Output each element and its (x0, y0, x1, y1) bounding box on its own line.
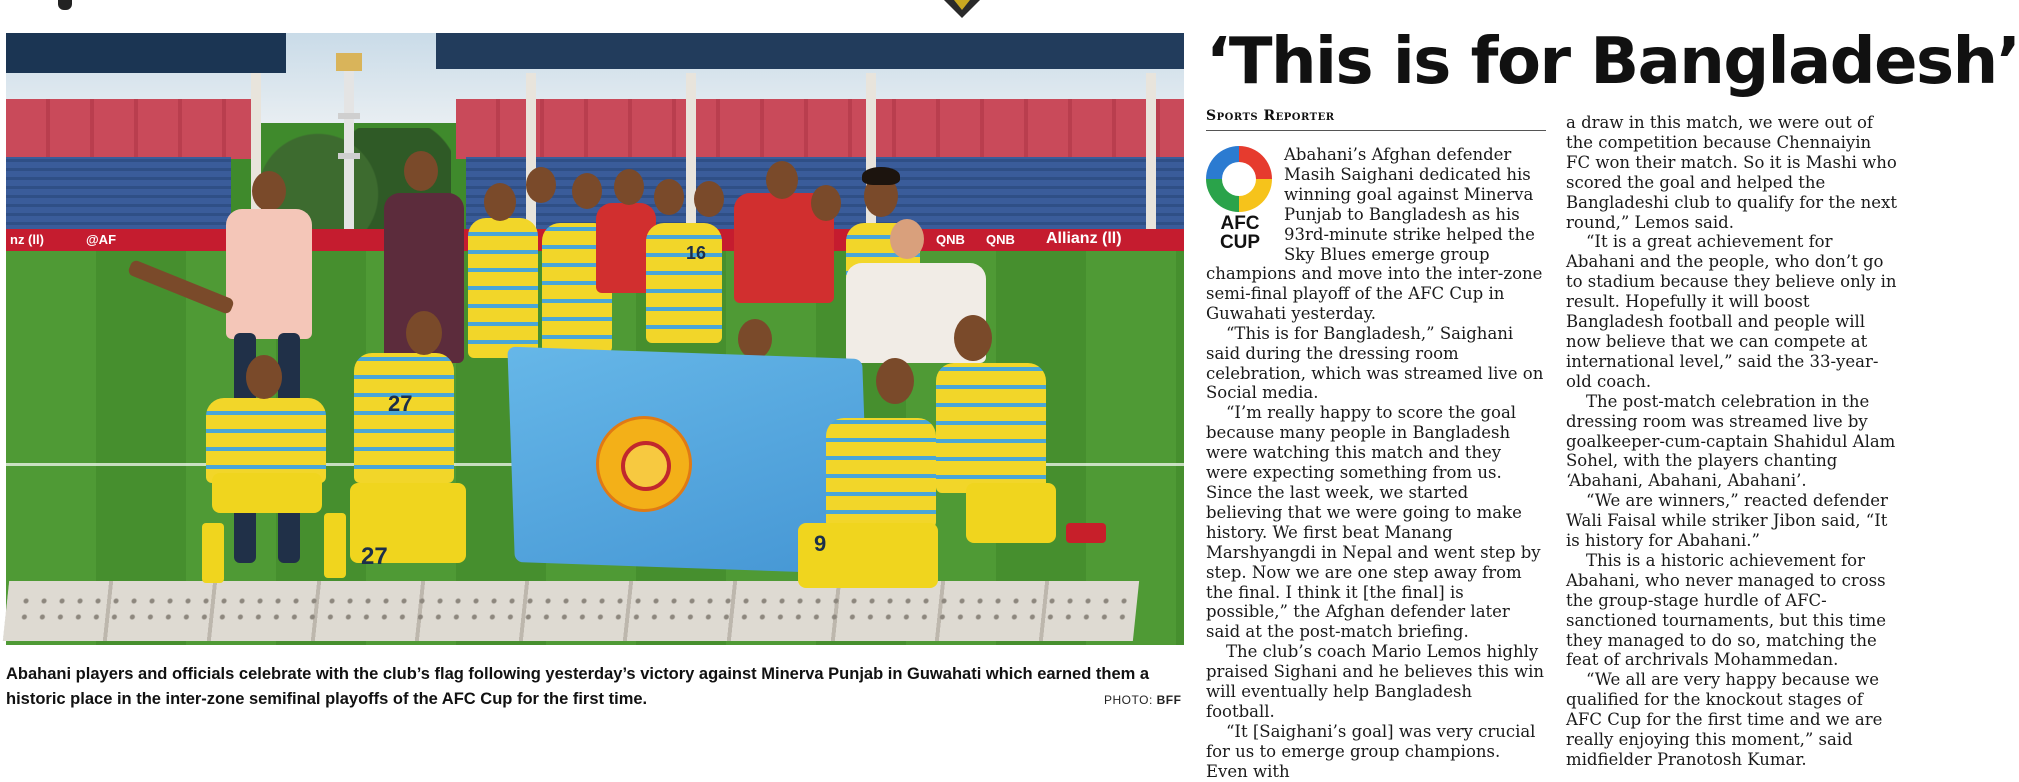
body-paragraph: The club’s coach Mario Lemos highly praised Sighani and he believes this win will eventually help Bangladesh football. (1206, 642, 1544, 721)
player-head (694, 181, 724, 217)
floodlight-tower-icon (324, 53, 374, 233)
article-headline: ‘This is for Bangladesh’ (1206, 25, 2019, 99)
player-head (766, 161, 798, 199)
photo-credit-source: BFF (1156, 693, 1182, 707)
body-paragraph: champions and move into the inter-zone semi-final playoff of the AFC Cup in Guwahati yesterday. (1206, 264, 1543, 323)
logo-line: CUP (1219, 232, 1261, 253)
stadium-stand (456, 99, 1184, 159)
body-paragraph: This is a historic achievement for Abahani, who never managed to cross the group-stage hurdle of AFC-sanctioned tournaments, but this time they managed to do so, matching the feat of archrivals Mohammedan. (1566, 550, 1887, 670)
player-hair (862, 167, 900, 185)
afc-cup-logo-icon (1206, 146, 1272, 212)
player-head (246, 355, 282, 399)
ad-text: QNB (986, 232, 1015, 247)
logo-line: AFC (1220, 213, 1260, 234)
lead-paragraph: Abahani’s Afghan defender Masih Saighani dedicated his winning goal against Minerva Punjab to Bangladesh as his 93rd-minute strike helped the Sky Blues emerge group (1284, 145, 1535, 264)
previous-article-fragment-icon (942, 0, 982, 20)
jersey-number: 9 (814, 531, 827, 556)
ad-text: Allianz (ll) (1046, 230, 1122, 247)
byline-divider (1206, 130, 1546, 131)
body-paragraph: “It [Saighani’s goal] was very crucial for us to emerge group champions. Even with (1206, 721, 1536, 781)
jersey-number: 27 (361, 543, 388, 570)
player-head (614, 169, 644, 205)
pitch-curb (3, 581, 1139, 641)
photo-caption: Abahani players and officials celebrate with the club’s flag following yesterday’s victory against Minerva Punjab in Guwahati which earned them a historic place in the inter-zone semifinal playoffs of the AFC Cup for the first time. (6, 665, 1150, 708)
ad-text: @AF (86, 232, 117, 247)
jersey-number: 16 (686, 243, 707, 263)
player-head (738, 319, 772, 359)
ad-text: QNB (936, 232, 965, 247)
player-head (654, 179, 684, 215)
player-head (811, 185, 841, 221)
player-sock (324, 513, 346, 578)
player-jersey (468, 218, 538, 358)
previous-article-fragment (58, 0, 72, 10)
ad-text: nz (ll) (10, 232, 44, 247)
player-shorts (212, 473, 322, 513)
stand-pillar (686, 73, 696, 233)
body-paragraph: The post-match celebration in the dressing room was streamed live by goalkeeper-cum-captain Shahidul Alam Sohel, with the players chanting ‘Abahani, Abahani, Abahani’. (1566, 391, 1896, 491)
body-paragraph: “We all are very happy because we qualified for the knockout stages of AFC Cup for the first time and we are really enjoying this moment,” said midfielder Pranotosh Kumar. (1566, 670, 1883, 769)
player-sock (202, 523, 224, 583)
photo-credit-label: PHOTO: (1104, 693, 1153, 707)
photo-credit (1104, 693, 1181, 707)
player-head (954, 315, 992, 361)
stadium-stand (6, 157, 231, 231)
afc-cup-logo-text (1206, 214, 1274, 252)
player-head (484, 183, 516, 221)
stadium-roof (6, 33, 286, 73)
stadium-stand (6, 99, 256, 159)
player-jersey (354, 353, 454, 483)
article-column-1 (1206, 264, 1546, 782)
club-emblem-icon (596, 416, 692, 512)
team-celebration-photo (6, 33, 1184, 645)
player-head (406, 311, 442, 355)
player-jersey (646, 223, 722, 343)
player-head (876, 358, 914, 404)
player-boot (1066, 523, 1106, 543)
player-jersey (206, 398, 326, 483)
jersey-number: 27 (388, 391, 413, 416)
afc-cup-logo (1206, 146, 1274, 256)
player-head (572, 173, 602, 209)
body-paragraph: a draw in this match, we were out of the competition because Chennaiyin FC won their match. So it is Mashi who scored the goal and helped the Bangladeshi club to qualify for the next round,” Lemos said. (1566, 113, 1897, 232)
player-shorts (966, 483, 1056, 543)
player-jersey (826, 418, 936, 528)
body-paragraph: “I’m really happy to score the goal because many people in Bangladesh were watching this match and they were expecting something from us. Since the last week, we started believing that we were going to make history. We first beat Manang Marshyangdi in Nepal and went step by step. Now we are one step away from the final. I think it [the final] is possible,” the Afghan defender later said at the post-match briefing. (1206, 403, 1541, 642)
article-byline: Sports Reporter (1206, 108, 1335, 124)
coach-head (890, 219, 924, 259)
player-head (526, 167, 556, 203)
stand-pillar (1146, 73, 1156, 233)
player-jersey (936, 363, 1046, 493)
article-lead (1284, 145, 1546, 264)
body-paragraph: “It is a great achievement for Abahani and the people, who don’t go to stadium because they believe only in result. Hopefully it will boost Bangladesh football and people will now believe that we can compete at international level,” said the 33-year-old coach. (1566, 232, 1897, 391)
body-paragraph: “This is for Bangladesh,” Saighani said during the dressing room celebration, which was streamed live on Social media. (1206, 323, 1544, 403)
body-paragraph: “We are winners,” reacted defender Wali Faisal while striker Jibon said, “It is history for Abahani.” (1566, 491, 1888, 551)
article-column-2 (1566, 113, 1898, 770)
stadium-roof (436, 33, 1184, 69)
stand-pillar (526, 73, 536, 233)
